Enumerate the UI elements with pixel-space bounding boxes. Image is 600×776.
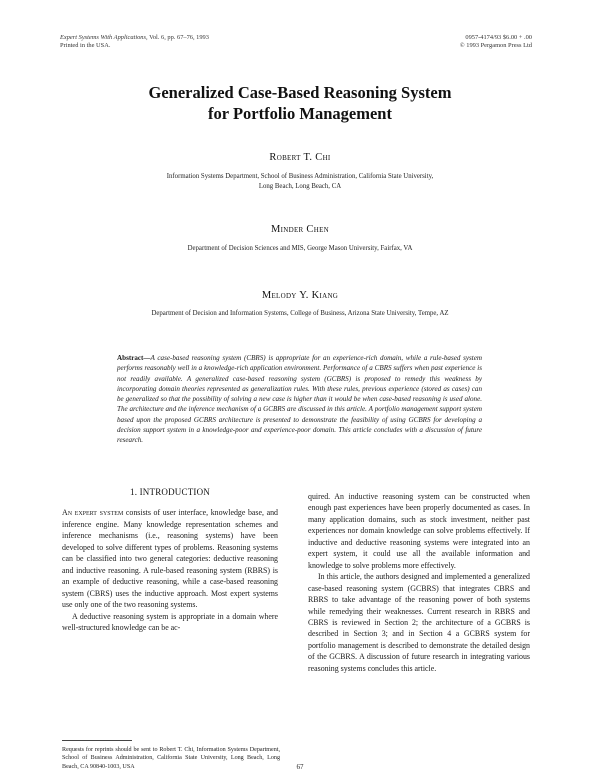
- paper-title: [0, 82, 600, 124]
- author-name: Robert T. Chi: [269, 152, 331, 163]
- paragraph-text: consists of user interface, knowledge base, and inference engine. Many knowledge representation schemes and inference mechanisms (i.e., reasoning systems) have been developed to solve different types of problems. Reasoning systems can be classified into two general categories: deductive reasoning and inductive reasoning. A rule-based reasoning system (RBRS) is an example of deductive reasoning, while a case-based reasoning system (CBRS) uses the inductive approach. Most expert systems use only one of the two reasoning systems.: [62, 508, 278, 610]
- volume-pages: Vol. 6, pp. 67–76, 1993: [149, 34, 209, 41]
- author-name: Minder Chen: [270, 224, 330, 235]
- affiliation-line: Department of Decision Sciences and MIS, George Mason University, Fairfax, VA: [187, 245, 413, 252]
- body-column-left: [62, 487, 278, 633]
- footnote: Requests for reprints should be sent to Robert T. Chi, Information Systems Department, School of Business Administration, California State University, Long Beach, Long Beach, CA 90840-1003, USA: [62, 747, 280, 770]
- body-paragraph: A deductive reasoning system is appropriate in a domain where well-structured knowledge can be ac-: [62, 611, 278, 632]
- affiliation-line: Long Beach, Long Beach, CA: [258, 182, 342, 190]
- section-heading: 1. INTRODUCTION: [130, 487, 210, 497]
- abstract: [117, 353, 482, 446]
- body-paragraph: quired. An inductive reasoning system can be constructed when enough past experiences have been properly documented as cases. In many application domains, such as stock investment, neither past experiences nor domain knowledge can solve problems effectively. If inductive and deductive reasoning systems were integrated into an expert system, it could use all the available information and knowledge to solve problems more effectively.: [308, 492, 530, 570]
- affiliation-line: Information Systems Department, School of Business Administration, California State University,: [166, 173, 434, 180]
- author-affiliation: [0, 172, 600, 191]
- affiliation-line: Department of Decision and Information Systems, College of Business, Arizona State University, Tempe, AZ: [151, 310, 449, 317]
- page-number: 67: [296, 763, 304, 771]
- footnote-rule: [62, 740, 132, 741]
- body-paragraph: [62, 507, 278, 610]
- abstract-label: Abstract—: [117, 354, 151, 362]
- copyright: © 1993 Pergamon Press Ltd: [459, 42, 532, 49]
- author-affiliation: [0, 309, 600, 319]
- printed-in: Printed in the USA.: [60, 42, 111, 49]
- abstract-text: A case-based reasoning system (CBRS) is appropriate for an experience-rich domain, while a rule-based system performs reasonably well in a knowledge-rich application environment. Performance of a CBRS suffers when past experience is not readily available. A generalized case-based reasoning system (GCBRS) is proposed to remedy this weakness by incorporating domain theories represented as generalization rules. With these rules, previous experience (stored as cases) can be generalized so that the possibility of solving a new case is higher than it would be when case-based reasoning is used alone. The architecture and the inference mechanism of a GCBRS are discussed in this article. A portfolio management support system based upon the proposed GCBRS architecture is presented to demonstrate the feasibility of using GCBRS for developing a decision support system in a knowledge-poor and experience-poor domain. This article concludes with a discussion of future research.: [117, 354, 482, 445]
- body-column-right: [308, 491, 530, 674]
- title-line-2: for Portfolio Management: [208, 104, 392, 123]
- title-line-1: Generalized Case-Based Reasoning System: [148, 83, 452, 102]
- running-header-left: [60, 34, 209, 50]
- lead-in-smallcaps: An expert system: [62, 508, 124, 518]
- issn-price: 0957-4174/93 $6.00 + .00: [465, 34, 532, 41]
- journal-name: Expert Systems With Applications,: [60, 34, 148, 41]
- author-affiliation: [0, 244, 600, 254]
- running-header-right: [460, 34, 532, 50]
- body-paragraph: In this article, the authors designed and implemented a generalized case-based reasoning system (GCBRS) that integrates CBRS and RBRS to take advantage of the reasoning power of both systems while remedying their weaknesses. Current research in RBRS and CBRS is reviewed in Section 2; the architecture of a GCBRS is described in Section 3; and in Section 4 a GCBRS system for portfolio management is described to demonstrate the detailed design of the GCBRS. A discussion of future research in integrating various reasoning systems concludes this article.: [308, 572, 530, 673]
- author-name: Melody Y. Kiang: [261, 290, 339, 301]
